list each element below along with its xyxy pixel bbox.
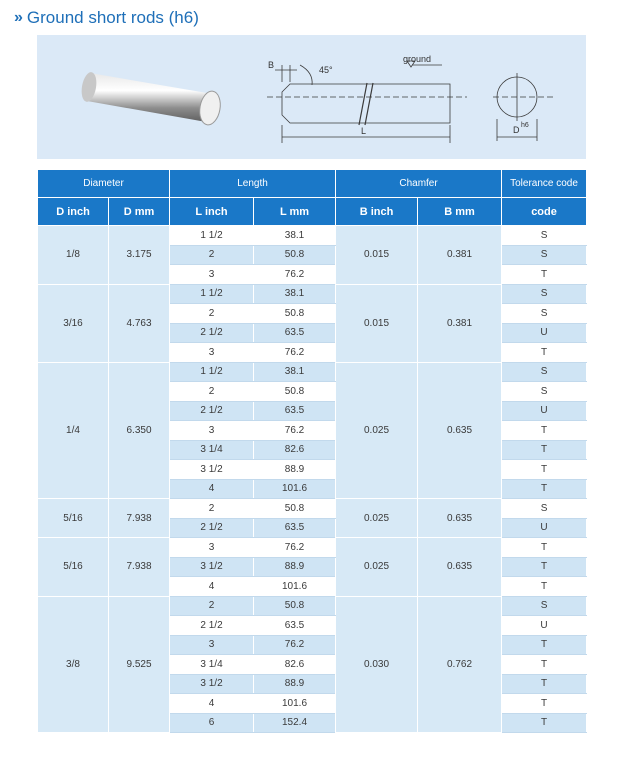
cell-d-mm: 6.350 bbox=[109, 362, 170, 499]
cell-code: U bbox=[502, 518, 587, 538]
cell-l-mm: 101.6 bbox=[254, 577, 336, 597]
cell-d-mm: 4.763 bbox=[109, 284, 170, 362]
cell-l-mm: 82.6 bbox=[254, 440, 336, 460]
col-b-inch: B inch bbox=[336, 198, 418, 226]
cell-l-mm: 38.1 bbox=[254, 226, 336, 246]
table-row bbox=[38, 284, 587, 304]
front-view bbox=[493, 73, 553, 141]
cell-l-mm: 50.8 bbox=[254, 245, 336, 265]
cell-l-mm: 88.9 bbox=[254, 557, 336, 577]
table-body bbox=[38, 226, 587, 733]
cell-l-mm: 101.6 bbox=[254, 479, 336, 499]
cell-l-inch: 2 1/2 bbox=[170, 616, 254, 636]
col-d-inch: D inch bbox=[38, 198, 109, 226]
cell-l-inch: 2 bbox=[170, 245, 254, 265]
cell-d-inch: 3/8 bbox=[38, 596, 109, 733]
cell-d-inch: 3/16 bbox=[38, 284, 109, 362]
cell-l-mm: 76.2 bbox=[254, 635, 336, 655]
cell-code: T bbox=[502, 421, 587, 441]
cell-l-inch: 3 1/2 bbox=[170, 674, 254, 694]
header-tolerance-code: Tolerance code bbox=[502, 170, 587, 198]
cell-l-inch: 3 1/2 bbox=[170, 557, 254, 577]
rod-3d-image bbox=[80, 71, 223, 126]
cell-l-mm: 63.5 bbox=[254, 323, 336, 343]
cell-l-inch: 4 bbox=[170, 694, 254, 714]
cell-d-inch: 5/16 bbox=[38, 538, 109, 597]
cell-code: U bbox=[502, 401, 587, 421]
cell-l-inch: 1 1/2 bbox=[170, 284, 254, 304]
col-d-mm: D mm bbox=[109, 198, 170, 226]
cell-code: S bbox=[502, 284, 587, 304]
cell-code: S bbox=[502, 304, 587, 324]
cell-b-inch: 0.025 bbox=[336, 362, 418, 499]
cell-b-inch: 0.015 bbox=[336, 226, 418, 285]
cell-code: T bbox=[502, 694, 587, 714]
cell-l-inch: 3 1/4 bbox=[170, 655, 254, 675]
cell-l-inch: 4 bbox=[170, 577, 254, 597]
cell-l-mm: 50.8 bbox=[254, 382, 336, 402]
cell-l-mm: 38.1 bbox=[254, 284, 336, 304]
cell-l-mm: 76.2 bbox=[254, 538, 336, 558]
table-row bbox=[38, 226, 587, 246]
cell-l-mm: 76.2 bbox=[254, 343, 336, 363]
cell-code: U bbox=[502, 323, 587, 343]
cell-l-mm: 76.2 bbox=[254, 265, 336, 285]
label-ground: ground bbox=[403, 54, 432, 64]
cell-code: T bbox=[502, 713, 587, 733]
cell-l-inch: 2 bbox=[170, 596, 254, 616]
cell-l-inch: 2 bbox=[170, 382, 254, 402]
cell-b-mm: 0.635 bbox=[418, 538, 502, 597]
cell-l-inch: 2 bbox=[170, 304, 254, 324]
cell-code: T bbox=[502, 343, 587, 363]
cell-d-mm: 7.938 bbox=[109, 499, 170, 538]
cell-l-inch: 2 1/2 bbox=[170, 518, 254, 538]
cell-b-mm: 0.635 bbox=[418, 362, 502, 499]
col-code: code bbox=[502, 198, 587, 226]
col-l-mm: L mm bbox=[254, 198, 336, 226]
header-chamfer: Chamfer bbox=[336, 170, 502, 198]
cell-l-inch: 2 1/2 bbox=[170, 323, 254, 343]
cell-l-mm: 38.1 bbox=[254, 362, 336, 382]
cell-d-inch: 1/4 bbox=[38, 362, 109, 499]
cell-code: T bbox=[502, 265, 587, 285]
side-view bbox=[267, 61, 467, 143]
cell-l-mm: 50.8 bbox=[254, 499, 336, 519]
cell-l-inch: 3 bbox=[170, 265, 254, 285]
rod-spec-table bbox=[37, 169, 587, 733]
cell-l-mm: 101.6 bbox=[254, 694, 336, 714]
cell-l-inch: 3 bbox=[170, 421, 254, 441]
label-d: D bbox=[513, 125, 520, 135]
cell-code: T bbox=[502, 479, 587, 499]
cell-l-mm: 88.9 bbox=[254, 674, 336, 694]
cell-code: T bbox=[502, 674, 587, 694]
col-b-mm: B mm bbox=[418, 198, 502, 226]
label-b: B bbox=[268, 60, 275, 70]
cell-l-mm: 63.5 bbox=[254, 518, 336, 538]
cell-code: T bbox=[502, 460, 587, 480]
cell-d-mm: 9.525 bbox=[109, 596, 170, 733]
cell-l-inch: 2 1/2 bbox=[170, 401, 254, 421]
cell-l-inch: 2 bbox=[170, 499, 254, 519]
table-row bbox=[38, 538, 587, 558]
cell-l-mm: 152.4 bbox=[254, 713, 336, 733]
cell-code: T bbox=[502, 538, 587, 558]
title-row bbox=[14, 6, 199, 30]
cell-l-mm: 50.8 bbox=[254, 596, 336, 616]
rod-technical-drawing bbox=[37, 35, 586, 159]
cell-b-mm: 0.381 bbox=[418, 226, 502, 285]
cell-l-inch: 3 bbox=[170, 635, 254, 655]
cell-code: T bbox=[502, 440, 587, 460]
table-row bbox=[38, 596, 587, 616]
col-l-inch: L inch bbox=[170, 198, 254, 226]
cell-code: S bbox=[502, 499, 587, 519]
cell-l-inch: 3 1/4 bbox=[170, 440, 254, 460]
cell-b-inch: 0.030 bbox=[336, 596, 418, 733]
cell-d-inch: 5/16 bbox=[38, 499, 109, 538]
cell-l-mm: 88.9 bbox=[254, 460, 336, 480]
cell-d-mm: 7.938 bbox=[109, 538, 170, 597]
cell-l-mm: 63.5 bbox=[254, 616, 336, 636]
cell-l-mm: 63.5 bbox=[254, 401, 336, 421]
cell-l-inch: 3 bbox=[170, 538, 254, 558]
cell-l-inch: 1 1/2 bbox=[170, 362, 254, 382]
cell-code: S bbox=[502, 382, 587, 402]
cell-d-inch: 1/8 bbox=[38, 226, 109, 285]
cell-l-inch: 3 1/2 bbox=[170, 460, 254, 480]
cell-b-mm: 0.381 bbox=[418, 284, 502, 362]
label-tolerance: h6 bbox=[521, 122, 529, 129]
cell-b-mm: 0.762 bbox=[418, 596, 502, 733]
cell-b-inch: 0.025 bbox=[336, 499, 418, 538]
cell-code: U bbox=[502, 616, 587, 636]
cell-code: T bbox=[502, 655, 587, 675]
cell-code: T bbox=[502, 635, 587, 655]
cell-code: S bbox=[502, 226, 587, 246]
header-diameter: Diameter bbox=[38, 170, 170, 198]
cell-l-mm: 76.2 bbox=[254, 421, 336, 441]
cell-b-inch: 0.025 bbox=[336, 538, 418, 597]
cell-d-mm: 3.175 bbox=[109, 226, 170, 285]
cell-code: S bbox=[502, 362, 587, 382]
label-angle: 45° bbox=[319, 65, 333, 75]
cell-l-mm: 50.8 bbox=[254, 304, 336, 324]
cell-l-inch: 3 bbox=[170, 343, 254, 363]
table-row bbox=[38, 499, 587, 519]
header-length: Length bbox=[170, 170, 336, 198]
label-l: L bbox=[361, 126, 367, 136]
cell-code: T bbox=[502, 557, 587, 577]
cell-l-inch: 6 bbox=[170, 713, 254, 733]
cell-code: S bbox=[502, 245, 587, 265]
cell-b-inch: 0.015 bbox=[336, 284, 418, 362]
cell-l-inch: 4 bbox=[170, 479, 254, 499]
table-row bbox=[38, 362, 587, 382]
cell-l-inch: 1 1/2 bbox=[170, 226, 254, 246]
cell-l-mm: 82.6 bbox=[254, 655, 336, 675]
double-chevron-icon: » bbox=[14, 9, 21, 26]
rod-drawing-panel bbox=[37, 35, 586, 159]
page-title: Ground short rods (h6) bbox=[26, 8, 199, 27]
cell-code: T bbox=[502, 577, 587, 597]
cell-b-mm: 0.635 bbox=[418, 499, 502, 538]
cell-code: S bbox=[502, 596, 587, 616]
